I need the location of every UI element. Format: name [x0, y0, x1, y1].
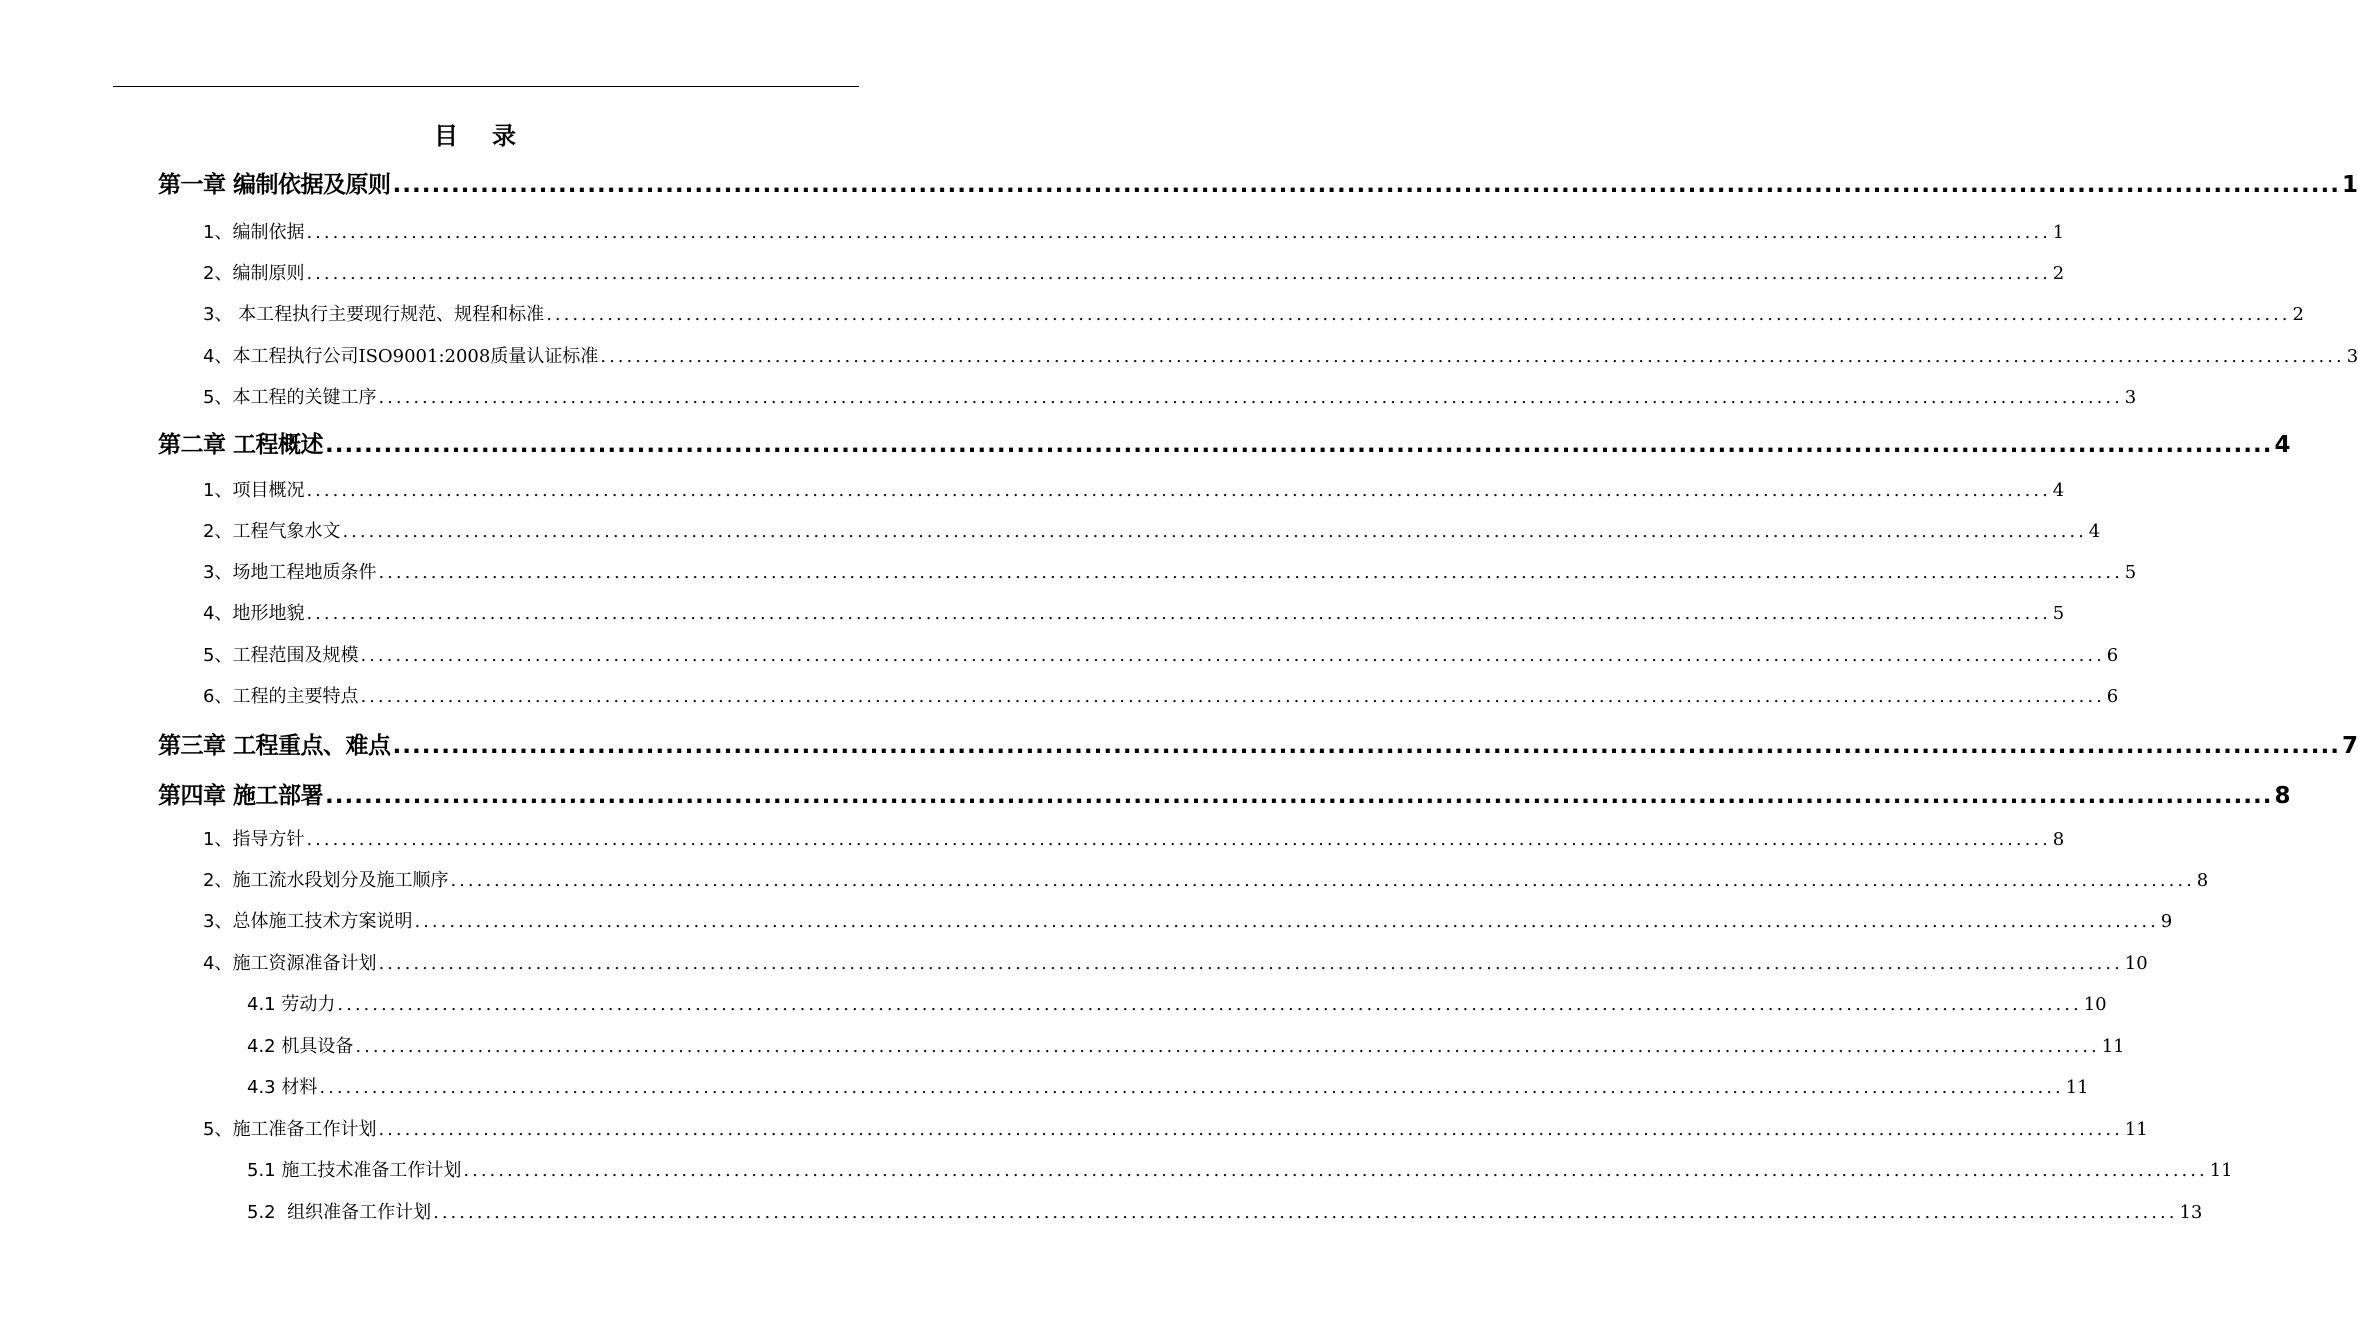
- toc-chapter-entry[interactable]: [158, 777, 2290, 811]
- toc-entry-separator: 、: [214, 480, 233, 501]
- dot-leader: ........................................................................................................................................................................................................: [325, 432, 2273, 458]
- toc-entry-label: [203, 517, 340, 543]
- toc-section-entry[interactable]: [247, 990, 2107, 1016]
- toc-entry-text: 组织准备工作计划: [275, 1202, 432, 1223]
- dot-leader: ........................................................................................................................................................................................................: [360, 645, 2105, 666]
- toc-entry-number: 3: [203, 911, 215, 932]
- toc-section-entry[interactable]: [203, 682, 2119, 708]
- toc-section-entry[interactable]: [247, 1156, 2233, 1182]
- toc-entry-label: [203, 259, 304, 285]
- toc-section-entry[interactable]: [203, 907, 2173, 933]
- toc-section-entry[interactable]: [203, 558, 2137, 584]
- dot-leader: ........................................................................................................................................................................................................: [355, 1036, 2100, 1057]
- toc-entry-label: [203, 599, 304, 625]
- dot-leader: ........................................................................................................................................................................................................: [463, 1160, 2208, 1181]
- toc-title: [0, 116, 950, 151]
- toc-entry-number: 3: [203, 562, 215, 583]
- dot-leader: ........................................................................................................................................................................................................: [325, 783, 2273, 809]
- toc-section-entry[interactable]: [203, 641, 2119, 667]
- toc-entry-separator: 、: [214, 829, 233, 850]
- toc-entry-label: [203, 300, 544, 326]
- toc-page-number: 11: [2101, 1036, 2125, 1057]
- header-rule: [113, 86, 859, 87]
- toc-entry-text: 施工流水段划分及施工顺序: [232, 870, 449, 891]
- toc-section-entry[interactable]: [203, 1115, 2148, 1141]
- toc-entry-text: 机具设备: [275, 1036, 354, 1057]
- toc-entry-text: 施工技术准备工作计划: [275, 1160, 462, 1181]
- dot-leader: ........................................................................................................................................................................................................: [360, 686, 2105, 707]
- dot-leader: ........................................................................................................................................................................................................: [600, 346, 2345, 367]
- toc-entry-label: 第二章 工程概述: [158, 432, 324, 458]
- toc-page-number: 9: [2160, 911, 2173, 932]
- toc-entry-number: 2: [203, 263, 215, 284]
- toc-entry-number: 4: [203, 346, 215, 367]
- toc-entry-label: [203, 1115, 376, 1141]
- toc-entry-label: [247, 1198, 431, 1224]
- dot-leader: ........................................................................................................................................................................................................: [378, 953, 2123, 974]
- toc-entry-separator: 、: [214, 686, 233, 707]
- dot-leader: ........................................................................................................................................................................................................: [378, 1119, 2123, 1140]
- toc-entry-text: 项目概况: [232, 480, 305, 501]
- toc-entry-text: 施工准备工作计划: [232, 1119, 377, 1140]
- toc-entry-label: [203, 558, 376, 584]
- toc-chapter-entry[interactable]: [158, 727, 2358, 761]
- toc-page-number: 6: [2106, 645, 2119, 666]
- toc-page-number: 4: [2088, 521, 2101, 542]
- toc-section-entry[interactable]: [203, 218, 2065, 244]
- toc-page-number: 5: [2052, 603, 2065, 624]
- toc-entry-number: 4.2: [247, 1036, 276, 1057]
- toc-entry-separator: 、: [214, 953, 233, 974]
- toc-entry-label: [203, 383, 376, 409]
- toc-entry-number: 1: [203, 480, 215, 501]
- dot-leader: ........................................................................................................................................................................................................: [306, 603, 2051, 624]
- toc-page-number: 8: [2196, 870, 2209, 891]
- dot-leader: ........................................................................................................................................................................................................: [392, 172, 2340, 198]
- toc-page-number: 10: [2124, 953, 2148, 974]
- toc-entry-text: 总体施工技术方案说明: [232, 911, 413, 932]
- toc-page-number: 11: [2065, 1077, 2089, 1098]
- toc-entry-separator: 、: [214, 645, 233, 666]
- toc-page-number: 13: [2179, 1202, 2203, 1223]
- toc-entry-number: 1: [203, 222, 215, 243]
- dot-leader: ........................................................................................................................................................................................................: [337, 994, 2082, 1015]
- toc-entry-number: 1: [203, 829, 215, 850]
- toc-entry-number: 3: [203, 304, 215, 325]
- toc-entry-label: [247, 1073, 317, 1099]
- toc-entry-separator: 、: [214, 562, 233, 583]
- toc-entry-number: 5.2: [247, 1202, 276, 1223]
- toc-entry-number: 5: [203, 645, 215, 666]
- toc-entry-text: 地形地貌: [232, 603, 305, 624]
- toc-entry-number: 5.1: [247, 1160, 276, 1181]
- toc-entry-text: 本工程的关键工序: [232, 387, 377, 408]
- toc-entry-label: 第三章 工程重点、难点: [158, 733, 391, 759]
- toc-page-number: 2: [2292, 304, 2304, 325]
- toc-page-number: 3: [2346, 346, 2358, 367]
- dot-leader: ........................................................................................................................................................................................................: [306, 829, 2051, 850]
- toc-page-number: 8: [2274, 783, 2290, 809]
- toc-page-number: 1: [2052, 222, 2065, 243]
- toc-section-entry[interactable]: [203, 300, 2304, 326]
- toc-entry-separator: 、: [214, 222, 233, 243]
- toc-entry-number: 4: [203, 953, 215, 974]
- toc-entry-label: [203, 949, 376, 975]
- toc-entry-number: 6: [203, 686, 215, 707]
- toc-section-entry[interactable]: [203, 259, 2065, 285]
- toc-page-number: 2: [2052, 263, 2065, 284]
- toc-page-number: 6: [2106, 686, 2119, 707]
- toc-entry-separator: 、: [214, 911, 233, 932]
- toc-section-entry[interactable]: [247, 1198, 2203, 1224]
- toc-page-number: 5: [2124, 562, 2137, 583]
- toc-entry-text: 工程气象水文: [232, 521, 341, 542]
- toc-page-number: 3: [2124, 387, 2137, 408]
- toc-entry-number: 4: [203, 603, 215, 624]
- toc-entry-text: 编制依据: [232, 222, 305, 243]
- toc-title-char-1: 目: [434, 122, 458, 150]
- toc-entry-text: 指导方针: [232, 829, 305, 850]
- toc-entry-label: [203, 342, 598, 368]
- dot-leader: ........................................................................................................................................................................................................: [306, 263, 2051, 284]
- toc-page-number: 7: [2341, 733, 2358, 759]
- toc-entry-label: [203, 866, 448, 892]
- dot-leader: ........................................................................................................................................................................................................: [378, 387, 2123, 408]
- toc-section-entry[interactable]: [203, 517, 2101, 543]
- dot-leader: ........................................................................................................................................................................................................: [414, 911, 2159, 932]
- toc-entry-label: [203, 641, 358, 667]
- toc-entry-label: [203, 218, 304, 244]
- toc-section-entry[interactable]: [203, 599, 2065, 625]
- toc-entry-label: [203, 825, 304, 851]
- toc-entry-separator: 、: [214, 1119, 233, 1140]
- toc-entry-text: 劳动力: [275, 994, 336, 1015]
- toc-entry-separator: 、: [214, 263, 233, 284]
- toc-entry-label: [203, 476, 304, 502]
- toc-entry-number: 5: [203, 387, 215, 408]
- dot-leader: ........................................................................................................................................................................................................: [306, 222, 2051, 243]
- toc-section-entry[interactable]: [203, 383, 2137, 409]
- toc-entry-text: 工程的主要特点: [232, 686, 359, 707]
- toc-entry-text: 施工资源准备计划: [232, 953, 377, 974]
- toc-section-entry[interactable]: [203, 476, 2065, 502]
- toc-section-entry[interactable]: [203, 825, 2065, 851]
- dot-leader: ........................................................................................................................................................................................................: [342, 521, 2087, 542]
- toc-entry-label: [247, 990, 335, 1016]
- toc-entry-separator: 、: [214, 870, 233, 891]
- toc-entry-label: [203, 682, 358, 708]
- toc-entry-separator: 、: [214, 387, 233, 408]
- toc-section-entry[interactable]: [203, 949, 2148, 975]
- toc-section-entry[interactable]: [247, 1073, 2089, 1099]
- toc-entry-label: [203, 907, 412, 933]
- toc-chapter-entry[interactable]: [158, 426, 2290, 460]
- toc-title-char-2: 录: [492, 122, 516, 150]
- toc-entry-text: 编制原则: [232, 263, 305, 284]
- toc-entry-separator: 、: [214, 603, 233, 624]
- toc-page-number: 10: [2083, 994, 2107, 1015]
- toc-entry-text: 本工程执行主要现行规范、规程和标准: [232, 304, 545, 325]
- dot-leader: ........................................................................................................................................................................................................: [319, 1077, 2064, 1098]
- toc-entry-text: 工程范围及规模: [232, 645, 359, 666]
- toc-entry-separator: 、: [214, 346, 233, 367]
- toc-entry-label: 第一章 编制依据及原则: [158, 172, 391, 198]
- dot-leader: ........................................................................................................................................................................................................: [546, 304, 2291, 325]
- toc-entry-text: 材料: [275, 1077, 318, 1098]
- dot-leader: ........................................................................................................................................................................................................: [450, 870, 2195, 891]
- toc-chapter-entry[interactable]: [158, 166, 2358, 200]
- toc-entry-separator: 、: [214, 521, 233, 542]
- toc-entry-number: 2: [203, 521, 215, 542]
- toc-page-number: 8: [2052, 829, 2065, 850]
- toc-section-entry[interactable]: [247, 1032, 2125, 1058]
- toc-section-entry[interactable]: [203, 342, 2358, 368]
- toc-entry-separator: 、: [214, 304, 233, 325]
- toc-page-number: 4: [2274, 432, 2290, 458]
- toc-section-entry[interactable]: [203, 866, 2209, 892]
- toc-page-number: 1: [2341, 172, 2358, 198]
- toc-page-number: 11: [2124, 1119, 2148, 1140]
- dot-leader: ........................................................................................................................................................................................................: [306, 480, 2051, 501]
- dot-leader: ........................................................................................................................................................................................................: [392, 733, 2340, 759]
- toc-entry-number: 5: [203, 1119, 215, 1140]
- toc-entry-number: 4.1: [247, 994, 276, 1015]
- toc-entry-label: [247, 1032, 353, 1058]
- toc-entry-number: 4.3: [247, 1077, 276, 1098]
- dot-leader: ........................................................................................................................................................................................................: [378, 562, 2123, 583]
- toc-page-number: 11: [2209, 1160, 2233, 1181]
- toc-page-number: 4: [2052, 480, 2065, 501]
- toc-entry-text: 本工程执行公司ISO9001:2008质量认证标准: [232, 346, 599, 367]
- toc-entry-number: 2: [203, 870, 215, 891]
- dot-leader: ........................................................................................................................................................................................................: [433, 1202, 2178, 1223]
- toc-entry-label: 第四章 施工部署: [158, 783, 324, 809]
- toc-entry-text: 场地工程地质条件: [232, 562, 377, 583]
- toc-entry-label: [247, 1156, 461, 1182]
